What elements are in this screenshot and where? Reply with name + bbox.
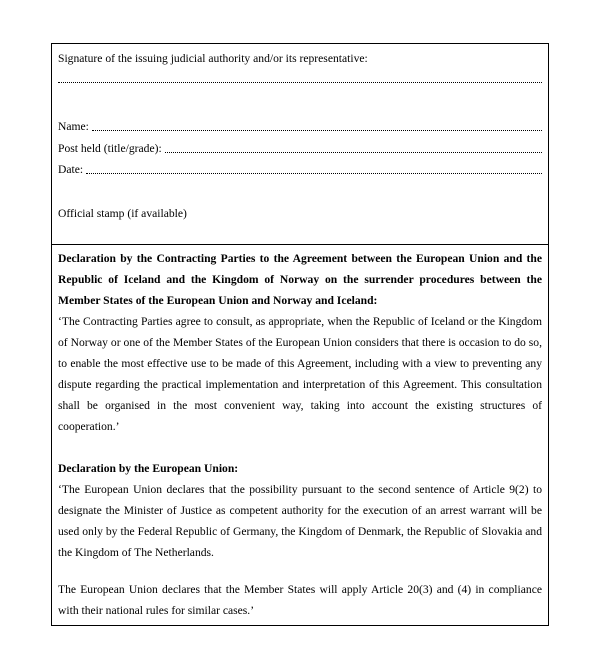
post-held-label: Post held (title/grade):: [58, 142, 162, 155]
name-dotted-line: [92, 120, 542, 131]
name-field: [58, 120, 542, 134]
eu-declaration-paragraph-2: The European Union declares that the Member States will apply Article 20(3) and (4) in compliance with their national rules for similar cases.’: [58, 583, 542, 617]
declarations-section: [51, 244, 549, 626]
post-held-field: [58, 142, 542, 156]
date-dotted-line: [86, 163, 542, 174]
contracting-parties-body: ‘The Contracting Parties agree to consult, as appropriate, when the Republic of Iceland or the Kingdom of Norway or one of the Member States of the European Union considers that there is occasion to do so, to enable the most effective use to be made of this Agreement, including with a view to preventing any dispute regarding the practical implementation and interpretation of this Agreement. This consultation shall be organised in the most convenient way, taking into account the existing structures of cooperation.’: [58, 315, 542, 433]
date-label: Date:: [58, 163, 84, 176]
signature-section: [51, 43, 549, 245]
eu-declaration-heading: Declaration by the European Union:: [58, 462, 239, 475]
signature-dotted-line: [58, 82, 542, 83]
official-stamp-label: Official stamp (if available): [58, 207, 187, 220]
post-held-dotted-line: [165, 142, 542, 153]
eu-declaration-paragraph-1: ‘The European Union declares that the possibility pursuant to the second sentence of Article 9(2) to designate the Minister of Justice as competent authority for the execution of an arrest warrant will be used only by the Federal Republic of Germany, the Kingdom of Denmark, the Republic of Slovakia and the Kingdom of The Netherlands.: [58, 483, 542, 559]
name-label: Name:: [58, 120, 89, 133]
date-field: [58, 163, 542, 177]
signature-label: Signature of the issuing judicial authority and/or its representative:: [58, 52, 368, 65]
contracting-parties-heading: Declaration by the Contracting Parties to the Agreement between the European Union and the Republic of Iceland and the Kingdom of Norway on the surrender procedures between the Member States of the European Union and Norway and Iceland:: [58, 252, 542, 307]
